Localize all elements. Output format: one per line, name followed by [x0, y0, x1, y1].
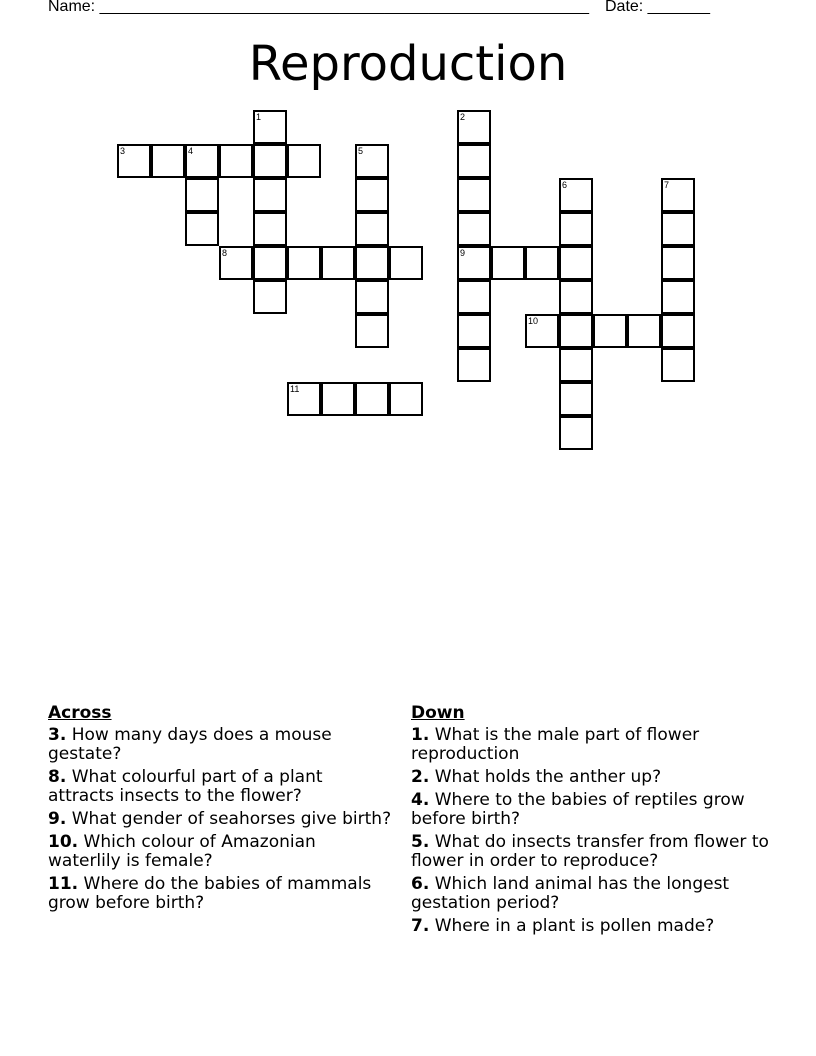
down-heading: Down	[411, 703, 465, 723]
grid-cell[interactable]	[389, 382, 423, 416]
grid-cell[interactable]	[457, 144, 491, 178]
grid-cell[interactable]	[593, 314, 627, 348]
clue-number: 6	[562, 180, 568, 190]
grid-cell[interactable]	[457, 110, 491, 144]
grid-cell[interactable]	[661, 212, 695, 246]
grid-cell[interactable]	[253, 280, 287, 314]
clue-down-6: 6. Which land animal has the longest gestation period?	[411, 874, 730, 913]
grid-cell[interactable]	[457, 178, 491, 212]
clue-down-4: 4. Where to the babies of reptiles grow before birth?	[411, 790, 745, 829]
grid-cell[interactable]	[661, 246, 695, 280]
page-title: Reproduction	[248, 36, 568, 92]
grid-cell[interactable]	[457, 280, 491, 314]
grid-cell[interactable]	[185, 144, 219, 178]
grid-cell[interactable]	[355, 382, 389, 416]
crossword-grid	[0, 0, 816, 480]
clue-number: 7	[664, 180, 670, 190]
grid-cell[interactable]	[525, 246, 559, 280]
grid-cell[interactable]	[253, 178, 287, 212]
clue-across-9: 9. What gender of seahorses give birth?	[48, 809, 392, 829]
grid-cell[interactable]	[559, 314, 593, 348]
clue-across-3: 3. How many days does a mouse gestate?	[48, 725, 332, 764]
grid-cell[interactable]	[457, 212, 491, 246]
grid-cell[interactable]	[559, 382, 593, 416]
grid-cell[interactable]	[321, 246, 355, 280]
clue-down-1: 1. What is the male part of flower reproduction	[411, 725, 700, 764]
grid-cell[interactable]	[355, 314, 389, 348]
grid-cell[interactable]	[185, 178, 219, 212]
clue-number: 8	[222, 248, 228, 258]
grid-cell[interactable]	[253, 212, 287, 246]
grid-cell[interactable]	[355, 280, 389, 314]
grid-cell[interactable]	[661, 348, 695, 382]
clue-number: 9	[460, 248, 466, 258]
grid-cell[interactable]	[457, 314, 491, 348]
grid-cell[interactable]	[457, 348, 491, 382]
grid-cell[interactable]	[355, 144, 389, 178]
grid-cell[interactable]	[559, 212, 593, 246]
grid-cell[interactable]	[559, 280, 593, 314]
grid-cell[interactable]	[219, 144, 253, 178]
grid-cell[interactable]	[559, 348, 593, 382]
grid-cell[interactable]	[287, 246, 321, 280]
grid-cell[interactable]	[627, 314, 661, 348]
clue-number: 1	[256, 112, 262, 122]
name-field-label[interactable]: Name: _______________________________________________________	[48, 0, 589, 15]
across-clues	[48, 702, 393, 917]
grid-cell[interactable]	[287, 382, 321, 416]
grid-cell[interactable]	[559, 416, 593, 450]
grid-cell[interactable]	[117, 144, 151, 178]
grid-cell[interactable]	[559, 246, 593, 280]
clue-down-7: 7. Where in a plant is pollen made?	[411, 916, 715, 936]
grid-cell[interactable]	[355, 178, 389, 212]
grid-cell[interactable]	[151, 144, 185, 178]
clue-number: 2	[460, 112, 466, 122]
grid-cell[interactable]	[185, 212, 219, 246]
grid-cell[interactable]	[219, 246, 253, 280]
clue-across-10: 10. Which colour of Amazonian waterlily is female?	[48, 832, 316, 871]
across-heading: Across	[48, 703, 112, 723]
grid-cell[interactable]	[491, 246, 525, 280]
grid-cell[interactable]	[559, 178, 593, 212]
grid-cell[interactable]	[525, 314, 559, 348]
grid-cell[interactable]	[253, 246, 287, 280]
grid-cell[interactable]	[253, 144, 287, 178]
clue-number: 3	[120, 146, 126, 156]
grid-cell[interactable]	[661, 178, 695, 212]
grid-cell[interactable]	[389, 246, 423, 280]
grid-cell[interactable]	[321, 382, 355, 416]
grid-cell[interactable]	[457, 246, 491, 280]
clue-number: 11	[290, 384, 300, 394]
grid-cell[interactable]	[661, 314, 695, 348]
clue-across-8: 8. What colourful part of a plant attracts insects to the flower?	[48, 767, 323, 806]
clue-number: 5	[358, 146, 364, 156]
clue-number: 10	[528, 316, 539, 326]
grid-cell[interactable]	[355, 212, 389, 246]
clue-number: 4	[188, 146, 194, 156]
clue-down-5: 5. What do insects transfer from flower to flower in order to reproduce?	[411, 832, 769, 871]
clue-down-2: 2. What holds the anther up?	[411, 767, 662, 787]
grid-cell[interactable]	[287, 144, 321, 178]
grid-cell[interactable]	[355, 246, 389, 280]
date-field-label[interactable]: Date: _______	[604, 0, 710, 15]
down-clues	[411, 702, 771, 940]
grid-cell[interactable]	[253, 110, 287, 144]
grid-cell[interactable]	[661, 280, 695, 314]
clue-across-11: 11. Where do the babies of mammals grow before birth?	[48, 874, 372, 913]
